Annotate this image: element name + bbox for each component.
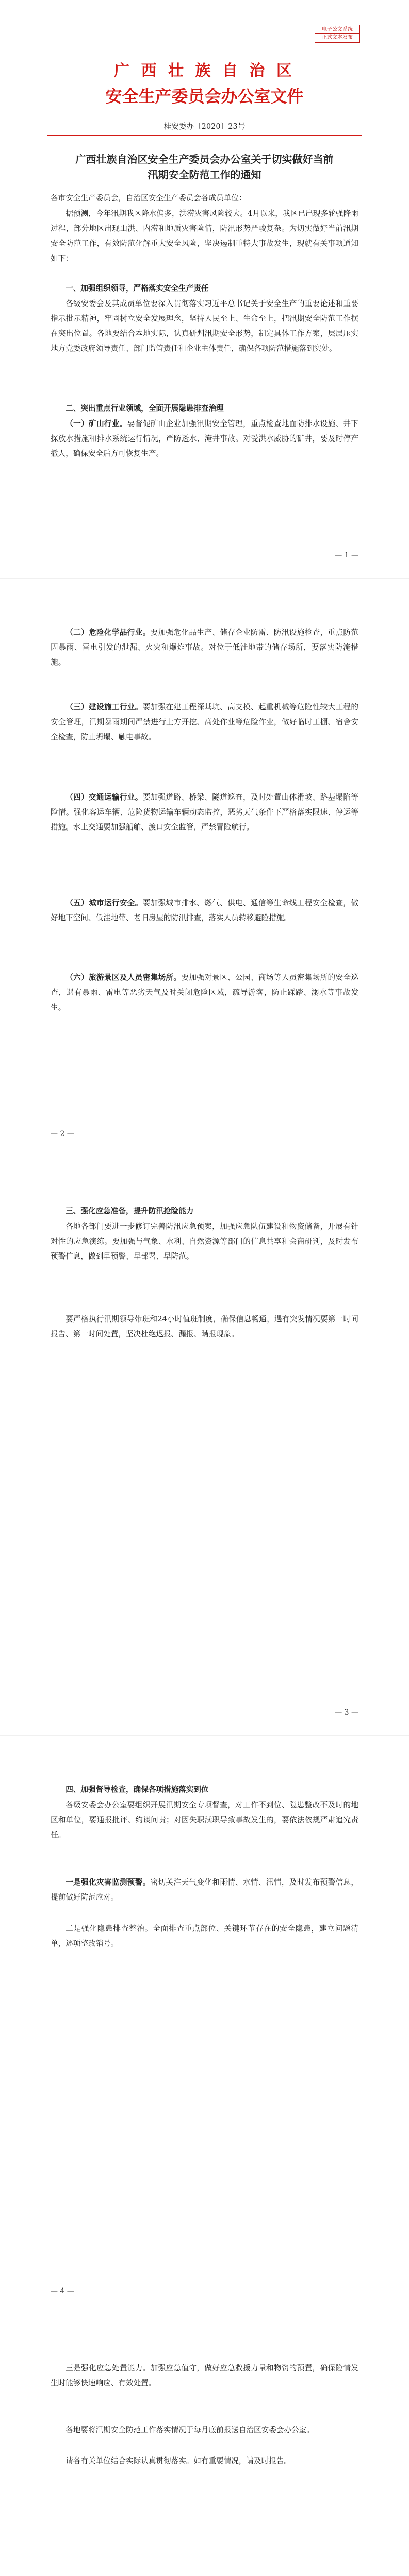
page-number-1: — 1 — xyxy=(335,551,358,560)
office-red-header: 安全生产委员会办公室文件 xyxy=(105,87,304,106)
paragraph-city xyxy=(51,895,358,925)
paragraph-mining xyxy=(51,416,358,461)
salutation: 各市安全生产委员会，自治区安全生产委员会各成员单位： xyxy=(51,194,247,202)
page-2 xyxy=(0,578,409,1157)
mining-text: 要督促矿山企业加强汛期安全管理，重点检查地面防排水设施、井下探放水措施和排水系统运行情况，严防透水、淹井事故。对受洪水威胁的矿井，要及时停产撤人，确保安全后方可恢复生产。 xyxy=(51,419,358,458)
mining-label: （一）矿山行业。 xyxy=(66,419,127,428)
monitoring-text: 密切关注天气变化和雨情、水情、汛情，及时发布预警信息，提前做好防范应对。 xyxy=(51,1878,358,1902)
document-number: 桂安委办〔2020〕23号 xyxy=(163,122,246,131)
section-heading-1: 一、加强组织领导，严格落实安全生产责任 xyxy=(66,284,209,293)
section-heading-3: 三、强化应急准备，提升防汛抢险能力 xyxy=(66,1207,194,1215)
chemicals-label: （二）危险化学品行业。 xyxy=(66,628,151,637)
chemicals-text: 要加强危化品生产、储存企业防雷、防汛设施检查，重点防范因暴雨、雷电引发的泄漏、火灾和爆炸事故。对位于低洼地带的储存场所，要落实防淹措施。 xyxy=(51,628,358,667)
page-5 xyxy=(0,2314,409,2576)
paragraph-construction xyxy=(51,700,358,744)
tourism-label: （六）旅游景区及人员密集场所。 xyxy=(66,973,182,982)
paragraph-tourism xyxy=(51,970,358,1015)
city-label: （五）城市运行安全。 xyxy=(66,899,143,907)
red-separator-line xyxy=(47,135,362,136)
transport-label: （四）交通运输行业。 xyxy=(66,793,143,802)
transport-text: 要加强道路、桥梁、隧道巡查，及时处置山体滑坡、路基塌陷等险情。强化客运车辆、危险货物运输车辆动态监控，恶劣天气条件下严格落实限速、停运等措施。水上交通要加强船舶、渡口安全监管，严禁冒险航行。 xyxy=(51,793,358,832)
org-red-header: 广 西 壮 族 自 治 区 xyxy=(114,62,295,80)
page-number-4: — 4 — xyxy=(51,2287,74,2295)
paragraph-emergency-prep: 各地各部门要进一步修订完善防汛应急预案，加强应急队伍建设和物资储备，开展有针对性的应急演练。要加强与气象、水利、自然资源等部门的信息共享和会商研判，及时发布预警信息，做到早预警、早部署、早防范。 xyxy=(51,1222,358,1261)
construction-label: （三）建设施工行业。 xyxy=(66,703,143,711)
paragraph-transport xyxy=(51,790,358,835)
page-4 xyxy=(0,1735,409,2314)
paragraph-supervision: 各级安委会办公室要组织开展汛期安全专项督查，对工作不到位、隐患整改不及时的地区和单位，要通报批评、约谈问责；对因失职渎职导致事故发生的，要依法依规严肃追究责任。 xyxy=(51,1801,358,1839)
paragraph-chemicals xyxy=(51,625,358,670)
section-heading-4: 四、加强督导检查，确保各项措施落实到位 xyxy=(66,1785,209,1794)
stamp-line-2: 正式文本发布 xyxy=(315,33,359,41)
paragraph-monitoring xyxy=(51,1875,358,1905)
page-3 xyxy=(0,1157,409,1735)
paragraph-hazard-check: 二是强化隐患排查整治。全面排查重点部位、关键环节存在的安全隐患，建立问题清单，逐项整改销号。 xyxy=(51,1924,358,1948)
construction-text: 要加强在建工程深基坑、高支模、起重机械等危险性较大工程的安全管理，汛期暴雨期间严禁进行土方开挖、高处作业等危险作业，做好临时工棚、宿舍安全检查，防止坍塌、触电事故。 xyxy=(51,703,358,741)
electronic-seal-stamp xyxy=(315,25,360,43)
paragraph-response: 三是强化应急处置能力。加强应急值守，做好应急救援力量和物资的预置，确保险情发生时能够快速响应、有效处置。 xyxy=(51,2364,358,2387)
stamp-line-1: 电子公文系统 xyxy=(322,27,353,32)
page-number-2: — 2 — xyxy=(51,1130,74,1138)
section-heading-2: 二、突出重点行业领域，全面开展隐患排查治理 xyxy=(66,404,224,413)
notice-title: 广西壮族自治区安全生产委员会办公室关于切实做好当前汛期安全防范工作的通知 xyxy=(75,153,334,181)
paragraph-duty: 要严格执行汛期领导带班和24小时值班制度，确保信息畅通，遇有突发情况要第一时间报告、第一时间处置，坚决杜绝迟报、漏报、瞒报现象。 xyxy=(51,1315,358,1338)
paragraph-closing: 请各有关单位结合实际认真贯彻落实。如有重要情况，请及时报告。 xyxy=(66,2456,292,2465)
monitoring-label: 一是强化灾害监测预警。 xyxy=(66,1878,151,1887)
paragraph-intro: 据预测，今年汛期我区降水偏多，洪涝灾害风险较大。4月以来，我区已出现多轮强降雨过程，部分地区出现山洪、内涝和地质灾害险情，防汛形势严峻复杂。为切实做好当前汛期安全防范工作，有效防范化解重大安全风险，坚决遏制重特大事故发生，现就有关事项通知如下： xyxy=(51,209,358,263)
tourism-text: 要加强对景区、公园、商场等人员密集场所的安全巡查，遇有暴雨、雷电等恶劣天气及时关闭危险区域，疏导游客，防止踩踏、溺水等事故发生。 xyxy=(51,973,358,1012)
paragraph-reporting: 各地要将汛期安全防范工作落实情况于每月底前报送自治区安委会办公室。 xyxy=(66,2426,314,2434)
city-text: 要加强城市排水、燃气、供电、通信等生命线工程安全检查，做好地下空间、低洼地带、老旧房屋的防汛排查，落实人员转移避险措施。 xyxy=(51,899,358,922)
page-1 xyxy=(0,0,409,578)
paragraph-responsibility: 各级安委会及其成员单位要深入贯彻落实习近平总书记关于安全生产的重要论述和重要指示批示精神，牢固树立安全发展理念，坚持人民至上、生命至上，把汛期安全防范工作摆在突出位置。各地要结合本地实际，认真研判汛期安全形势，制定具体工作方案，层层压实地方党委政府领导责任、部门监管责任和企业主体责任，确保各项防范措施落到实处。 xyxy=(51,299,358,353)
page-number-3: — 3 — xyxy=(335,1708,358,1717)
